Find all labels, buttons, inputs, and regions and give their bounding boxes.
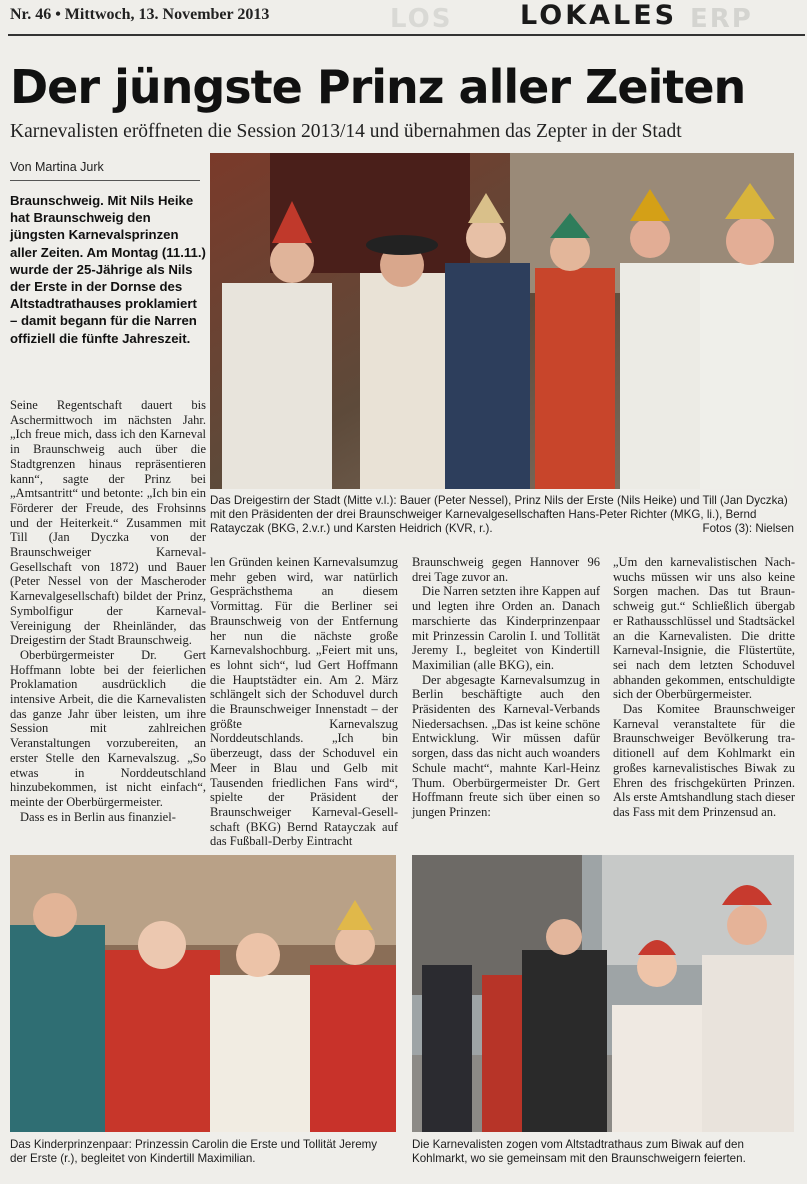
col1-paragraph: Seine Regentschaft dauert bis Aschermittwoch im nächsten Jahr. „Ich freue mich, dass ich den Karneval in Braunschweig auch über die Stadtgrenzen hinaus repräsentieren kann“, sagte der Prinz bei „Amtsantritt“ und betonte: „Ich bin ein Förderer der Freude, des Frohsinns und der Heiterkeit.“ Zusammen mit Till (Jan Dyczka von der Braunschweiger Karneval-Gesellschaft von 1872) und Bauer (Peter Nessel von der Mascheroder Karnevalgesellschaft) bildet der Prinz, Symbolfigur der Karneval-Vereinigung der Rheinländer, das Dreigestirn der Stadt Braunschweig.	[10, 398, 206, 648]
article-column-3	[412, 555, 600, 820]
faded-header-text-left: LOS	[390, 4, 453, 34]
main-photo-caption	[210, 494, 794, 537]
col3-paragraph: Die Narren setzten ihre Kappen auf und legten ihre Orden an. Danach marschierte das Kinderprinzenpaar mit Prinzessin Carolin I. und Tollität Jeremy I., begleitet von Kindertill Maximilian (alle BKG), ein.	[412, 584, 600, 672]
author-byline: Von Martina Jurk	[10, 160, 104, 174]
article-column-1	[10, 398, 206, 824]
children-prince-illustration	[10, 855, 396, 1132]
article-column-2	[210, 555, 398, 849]
col3-paragraph: Der abgesagte Karnevalsumzug in Berlin beschäftigte auch den Präsidenten des Karneval-Verbands Niedersachsen. „Das ist keine schöne Entwicklung. Wir müssen dafür sorgen, dass das nicht auch woanders Schule macht“, mahnte Karl-Heinz Thum. Oberbürgermeister Dr. Gert Hoffmann freute sich über einen so jungen Prinzen:	[412, 672, 600, 819]
children-prince-photo	[10, 855, 396, 1132]
col1-paragraph: Dass es in Berlin aus finanziel-	[20, 809, 176, 824]
col2-paragraph: len Gründen keinen Karnevalsumzug mehr geben wird, war natürlich Gesprächsthema an diesem Vormittag. Für die Berliner sei Braunschweig von der Entfernung her nun die nächste große Karnevalshochburg. „Feiert mit uns, es lohnt sich“, lud Gert Hoffmann die Hauptstädter ein. Am 2. März schlängelt sich der Schoduvel durch die Braunschweiger Innenstadt – der größte Karnevalszug Norddeutschlands. „Ich bin überzeugt, dass der Schoduvel ein Meer in Blau und Gelb mit Tausenden friedlichen Fans wird“, spielte der Präsident der Braunschweiger Karneval-Gesellschaft (BKG) Bernd Ratayczak auf das Fußball-Derby Eintracht	[210, 555, 398, 849]
main-photo	[210, 153, 794, 489]
col1-paragraph: Oberbürgermeister Dr. Gert Hoffmann lobte bei der feierlichen Proklamation ausdrücklich die intensive Arbeit, die die Karnevalisten das ganze Jahr über leisten, um ihre Session mit zahlreichen Veranstaltungen vorzubereiten, an erster Stelle den Karnevalszug. „So etwas in Norddeutschland hinzubekommen, ist nicht einfach“, meinte der Oberbürgermeister.	[10, 647, 206, 809]
col4-paragraph: „Um den karnevalistischen Nachwuchs müssen wir uns also keine Sorgen machen. Das tut Braunschweig gut.“ Schließlich übergab er Rathausschlüssel und Stadtsäckel an die Karnevalisten. Die dritte Karneval-Insignie, die Flüstertüte, sei nach dem letzten Schoduvel abhanden gekommen, entschuldigte sich der Oberbürgermeister.	[613, 555, 795, 702]
main-photo-illustration	[210, 153, 794, 489]
header-rule	[8, 34, 805, 36]
main-caption-text: Das Dreigestirn der Stadt (Mitte v.l.): Bauer (Peter Nessel), Prinz Nils der Erste (Nils Heike) und Till (Jan Dyczka) mit den Präsidenten der drei Braunschweiger Karnevalgesellschaften Hans-Peter Richter (MKG, li.), Bernd Ratayczak (BKG, 2.v.r.) und Karsten Heidrich (KVR, r.).	[210, 494, 788, 536]
article-column-4	[613, 555, 795, 820]
headline: Der jüngste Prinz aller Zeiten	[10, 60, 746, 114]
section-title: LOKALES	[520, 0, 678, 31]
faded-header-text-right: ERP	[690, 4, 753, 34]
parade-photo	[412, 855, 794, 1132]
children-prince-caption: Das Kinderprinzenpaar: Prinzessin Carolin die Erste und Tollität Jeremy der Erste (r.), begleitet von Kindertill Maximilian.	[10, 1138, 378, 1166]
photo-credit: Fotos (3): Nielsen	[702, 522, 794, 536]
lead-paragraph: Braunschweig. Mit Nils Heike hat Braunschweig den jüngsten Karnevalsprinzen aller Zeiten. Am Montag (11.11.) wurde der 25-Jährige als Nils der Erste in der Dornse des Altstadtrathauses proklamiert – damit begann für die Narren offiziell die fünfte Jahreszeit.	[10, 193, 206, 346]
byline-rule	[10, 180, 200, 181]
issue-date-line: Nr. 46 • Mittwoch, 13. November 2013	[10, 6, 270, 23]
col3-paragraph: Braunschweig gegen Hannover 96 drei Tage zuvor an.	[412, 555, 600, 584]
col4-paragraph: Das Komitee Braunschweiger Karneval veranstaltete für die Braunschweiger Bevölkerung traditionell auf dem Kohlmarkt ein großes karnevalistisches Biwak zu Ehren des frischgekürten Prinzen. Als erste Amtshandlung stach dieser das Fass mit dem Prinzensud an.	[613, 702, 795, 819]
parade-illustration	[412, 855, 794, 1132]
parade-caption: Die Karnevalisten zogen vom Altstadtrathaus zum Biwak auf den Kohlmarkt, wo sie gemeinsam mit den Braunschweigern feierten.	[412, 1138, 746, 1166]
subheadline: Karnevalisten eröffneten die Session 2013/14 und übernahmen das Zepter in der Stadt	[10, 121, 682, 142]
